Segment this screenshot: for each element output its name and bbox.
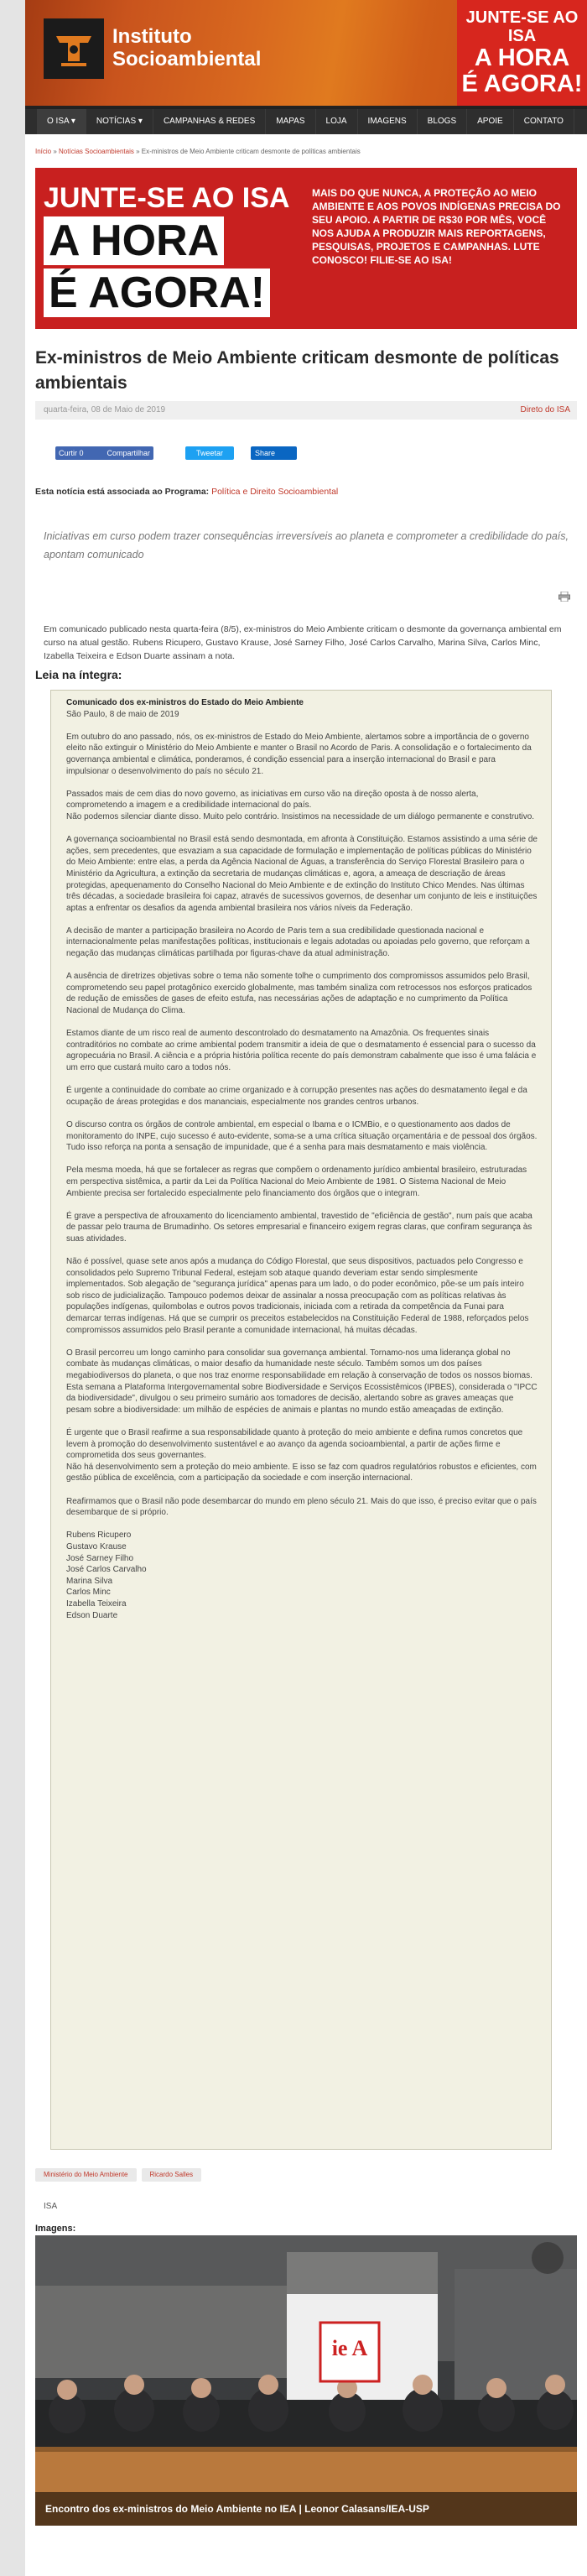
statement-paragraph: O discurso contra os órgãos de controle ambiental, em especial o Ibama e o ICMBio, e o questionamento aos dados de monitoramento do INPE, cujo sucesso é auto-evidente, soma-se a uma crítica situação orçamentária e de pessoal dos órgãos. Tudo isso reforça na ponta a sensação de impunidade, que é a senha para mais desmatamento e mais violência.: [66, 1119, 538, 1153]
signatory-name: Izabella Teixeira: [66, 1598, 127, 1609]
nav-item-noticias[interactable]: NOTÍCIAS ▾: [86, 109, 153, 134]
logo-line-2: Socioambiental: [112, 48, 262, 70]
statement-body: [66, 732, 539, 1519]
statement-signatories: [66, 1530, 539, 1621]
nav-item-loja[interactable]: LOJA: [316, 109, 358, 134]
article-title: Ex-ministros de Meio Ambiente criticam desmonte de políticas ambientais: [35, 348, 559, 393]
photo-illustration: [35, 2235, 577, 2526]
statement-paragraph: A decisão de manter a participação brasileira no Acordo de Paris tem a sua credibilidade questionada nacional e internacionalmente pelas manifestações políticas, institucionais e legais adotadas ou apoiadas pelo governo, que reforçam a negação das mudanças climáticas partilhada por figuras-chave da atual administração.: [66, 926, 530, 959]
statement-paragraph: Não é possível, quase sete anos após a mudança do Código Florestal, que seus dispositivos, pactuados pelo Congresso e consolidados pelo Supremo Tribunal Federal, estejam sob ataque quando deveriam estar sendo simplesmente implementados. Sob alegação de "segurança jurídica" apenas para um lado, o do poder econômico, põe-se um país inteiro sob risco de judicialização. Tampouco podemos deixar de assinalar a nossa preocupação com as políticas relativas às populações indígenas, quilombolas e outros povos tradicionais, iniciada com a retirada da competência da Funai para demarcar terras indígenas. Há que se cumprir os preceitos estabelecidos na Constituição Federal de 1988, reforçados pelos compromissos assumidos pelo Brasil perante a comunidade internacional, há muitas décadas.: [66, 1257, 529, 1335]
isa-label: ISA: [44, 2202, 58, 2211]
main-navigation: [25, 106, 587, 134]
zoom-icon[interactable]: [532, 2242, 564, 2274]
official-statement-box: [50, 690, 552, 2150]
article-photo[interactable]: [35, 2235, 577, 2526]
statement-paragraph: Estamos diante de um risco real de aumento descontrolado do desmatamento na Amazônia. Os frequentes sinais contraditórios no combate ao crime ambiental podem transmitir a ideia de que o desmatamento é essencial para o sucesso da agropecuária no Brasil. A ciência e a própria história política recente do país demonstram cabalmente que isso é uma falácia e um erro que custará muito caro a todos nós.: [66, 1029, 537, 1072]
statement-paragraph: Em outubro do ano passado, nós, os ex-ministros de Estado do Meio Ambiente, alertamos sobre a importância de o governo eleito não extinguir o Ministério do Meio Ambiente e manter o Brasil no Acordo de Paris. A consolidação e o fortalecimento da governança ambiental e climática, ponderamos, é condição essencial para a inserção internacional do Brasil e para impulsionar o desenvolvimento do país no século 21.: [66, 732, 532, 776]
statement-paragraph: Pela mesma moeda, há que se fortalecer as regras que compõem o ordenamento jurídico ambiental brasileiro, estruturadas em perspectiva sistêmica, a partir da Lei da Política Nacional do Meio Ambiente de 1981. O Sistema Nacional de Meio Ambiente precisa ser fortalecido especialmente pelo financiamento dos órgãos que o integram.: [66, 1165, 527, 1198]
breadcrumb: [35, 148, 361, 155]
nav-item-o-isa[interactable]: O ISA ▾: [37, 109, 86, 134]
signatory-name: Edson Duarte: [66, 1610, 118, 1620]
facebook-buttons: [55, 446, 153, 460]
breadcrumb-separator: »: [51, 148, 60, 155]
breadcrumb-separator: »: [133, 148, 142, 155]
nav-item-contato[interactable]: CONTATO: [514, 109, 574, 134]
statement-paragraph: Reafirmamos que o Brasil não pode desembarcar do mundo em pleno século 21. Mais do que isso, é preciso evitar que o país desembarque de si próprio.: [66, 1496, 537, 1518]
statement-paragraph: É urgente a continuidade do combate ao crime organizado e à corrupção presentes nas ações do desmatamento ilegal e da ocupação de áreas protegidas e dos mananciais, especialmente nos grandes centros urbanos.: [66, 1086, 527, 1107]
nav-item-imagens[interactable]: IMAGENS: [358, 109, 418, 134]
article-intro: Em comunicado publicado nesta quarta-feira (8/5), ex-ministros do Meio Ambiente criticam o desmonte da governança ambiental em curso na atual gestão. Rubens Ricupero, Gustavo Krause, José Sarney Filho, José Carlos Carvalho, Marina Silva, Carlos Minc, Izabella Teixeira e Edson Duarte assinam a nota.: [44, 624, 562, 661]
facebook-share-button[interactable]: Compartilhar: [106, 449, 150, 457]
statement-paragraph: O Brasil percorreu um longo caminho para consolidar sua governança ambiental. Tornamo-nos uma liderança global no combate às mudanças climáticas, o maior desafio da humanidade neste século. Também somos um dos países megabiodiversos do planeta, o que nos traz enorme responsabilidade em relação à conservação de todos os nossos biomas. Esta semana a Plataforma Intergovernamental sobre Biodiversidade e Serviços Ecossistêmicos (IPBES), considerada o "IPCC da biodiversidade", divulgou o seu primeiro sumário aos tomadores de decisão, alertando sobre as graves ameaças que pesam sobre a biodiversidade: um milhão de espécies de animais e plantas no mundo estão ameaçadas de extinção.: [66, 1348, 538, 1415]
campaign-banner[interactable]: [35, 168, 577, 329]
facebook-like-button[interactable]: Curtir 0: [59, 449, 84, 457]
nav-item-campanhas[interactable]: CAMPANHAS & REDES: [153, 109, 266, 134]
statement-paragraph: É grave a perspectiva de afrouxamento do licenciamento ambiental, travestido de "eficiência de gestão", num país que acaba de passar pelo trauma de Brumadinho. Os setores empresarial e financeiro exigem regras claras, que confiram segurança às suas atividades.: [66, 1211, 532, 1244]
iea-banner-logo: ie A: [331, 2336, 368, 2360]
full-text-heading: Leia na íntegra:: [35, 668, 122, 681]
images-heading: Imagens:: [35, 2224, 76, 2234]
article-lead: Iniciativas em curso podem trazer consequências irreversíveis ao planeta e comprometer a credibilidade do país, apontam comunicado: [44, 530, 569, 561]
print-icon[interactable]: [558, 591, 570, 601]
logo-line-1: Instituto: [112, 25, 192, 48]
linkedin-share-button[interactable]: Share: [251, 446, 297, 460]
header-campaign-ad[interactable]: [457, 0, 587, 106]
program-association: [35, 487, 338, 497]
tweet-button[interactable]: Tweetar: [185, 446, 234, 460]
program-label: Esta notícia está associada ao Programa:: [35, 487, 210, 497]
statement-paragraph: A ausência de diretrizes objetivas sobre o tema não somente tolhe o cumprimento dos compromissos assumidos pelo Brasil, comprometendo seu papel protagônico exercido globalmente, mas também sinaliza com retrocessos nos esforços praticados de redução de emissões de gases de efeito estufa, nas necessárias ações de adaptação e no cumprimento da Política Nacional de Mudança do Clima.: [66, 972, 532, 1016]
breadcrumb-current: Ex-ministros de Meio Ambiente criticam desmonte de políticas ambientais: [141, 148, 361, 155]
header-ad-line-2: A HORA: [474, 44, 570, 71]
statement-place-date: São Paulo, 8 de maio de 2019: [66, 709, 179, 719]
banner-line-2: A HORA: [44, 216, 224, 265]
signatory-name: Carlos Minc: [66, 1588, 111, 1598]
article-tags: [35, 2168, 206, 2182]
nav-item-blogs[interactable]: BLOGS: [418, 109, 467, 134]
signatory-name: José Sarney Filho: [66, 1553, 134, 1563]
main-content: [25, 134, 587, 2576]
statement-heading: Comunicado dos ex-ministros do Estado do Meio Ambiente: [66, 698, 304, 707]
site-header: [25, 0, 587, 106]
isa-logo-icon[interactable]: [44, 18, 104, 79]
statement-paragraph: A governança socioambiental no Brasil está sendo desmontada, em afronta à Constituição. Estamos assistindo a uma série de ações, sem precedentes, que esvaziam a sua capacidade de formulação e implementação de políticas públicas do Ministério do Meio Ambiente: entre elas, a perda da Agência Nacional de Águas, a transferência do Serviço Florestal Brasileiro para o Ministério da Agricultura, a extinção da secretaria de mudanças climáticas e, agora, a ameaça de descriação de áreas protegidas, apequenamento do Conselho Nacional do Meio Ambiente e de extinção do Instituto Chico Mendes. Nas últimas três décadas, a sociedade brasileira foi capaz, através de sucessivos governos, de desenhar um conjunto de leis e instituições aptas a enfrentar os desafios da agenda ambiental brasileira nos vários níveis da Federação.: [66, 835, 538, 913]
program-link[interactable]: Política e Direito Socioambiental: [211, 487, 339, 497]
article-date: quarta-feira, 08 de Maio de 2019: [44, 405, 166, 415]
article-meta-bar: [35, 401, 577, 420]
signatory-name: Marina Silva: [66, 1576, 113, 1586]
article-source-link[interactable]: Direto do ISA: [520, 405, 570, 415]
social-share-bar: [55, 446, 297, 460]
banner-headline: [44, 182, 295, 317]
statement-paragraph: Passados mais de cem dias do novo governo, as iniciativas em curso vão na direção oposta à de nosso alerta, comprometendo a imagem e a credibilidade internacional do país. Não podemos silenciar diante disso. Muito pelo contrário. Insistimos na necessidade de um diálogo permanente e construtivo.: [66, 789, 535, 821]
breadcrumb-home-link[interactable]: Início: [35, 148, 52, 155]
tag-link[interactable]: Ricardo Salles: [142, 2168, 202, 2182]
banner-line-3: É AGORA!: [44, 269, 270, 317]
banner-text: MAIS DO QUE NUNCA, A PROTEÇÃO AO MEIO AMBIENTE E AOS POVOS INDÍGENAS PRECISA DO SEU APOIO. A PARTIR DE R$30 POR MÊS, VOCÊ NOS AJUDA A PRODUZIR MAIS REPORTAGENS, PESQUISAS, PROJETOS E CAMPANHAS. LUTE CONOSCO! FILIE-SE AO ISA!: [312, 187, 561, 266]
header-ad-line-3: É AGORA!: [461, 70, 583, 97]
breadcrumb-section-link[interactable]: Notícias Socioambientais: [59, 148, 134, 155]
photo-caption: Encontro dos ex-ministros do Meio Ambiente no IEA | Leonor Calasans/IEA-USP: [35, 2492, 577, 2526]
site-logo-text[interactable]: [112, 25, 261, 70]
signatory-name: José Carlos Carvalho: [66, 1565, 147, 1575]
header-ad-line-1: JUNTE-SE AO ISA: [465, 8, 579, 45]
nav-item-apoie[interactable]: APOIE: [467, 109, 514, 134]
signatory-name: Rubens Ricupero: [66, 1530, 132, 1541]
banner-line-1: JUNTE-SE AO ISA: [44, 182, 290, 214]
signatory-name: Gustavo Krause: [66, 1541, 127, 1551]
nav-item-mapas[interactable]: MAPAS: [266, 109, 315, 134]
tag-link[interactable]: Ministério do Meio Ambiente: [35, 2168, 137, 2182]
statement-paragraph: É urgente que o Brasil reafirme a sua responsabilidade quanto à proteção do meio ambiente e defina rumos concretos que levem à promoção do desenvolvimento sustentável e ao avanço da agenda socioambiental, a partir de ações firme e comprometida dos seus governantes. Não há desenvolvimento sem a proteção do meio ambiente. E isso se faz com quadros regulatórios robustos e eficientes, com gestão pública de excelência, com a participação da sociedade e com inserção internacional.: [66, 1428, 537, 1484]
